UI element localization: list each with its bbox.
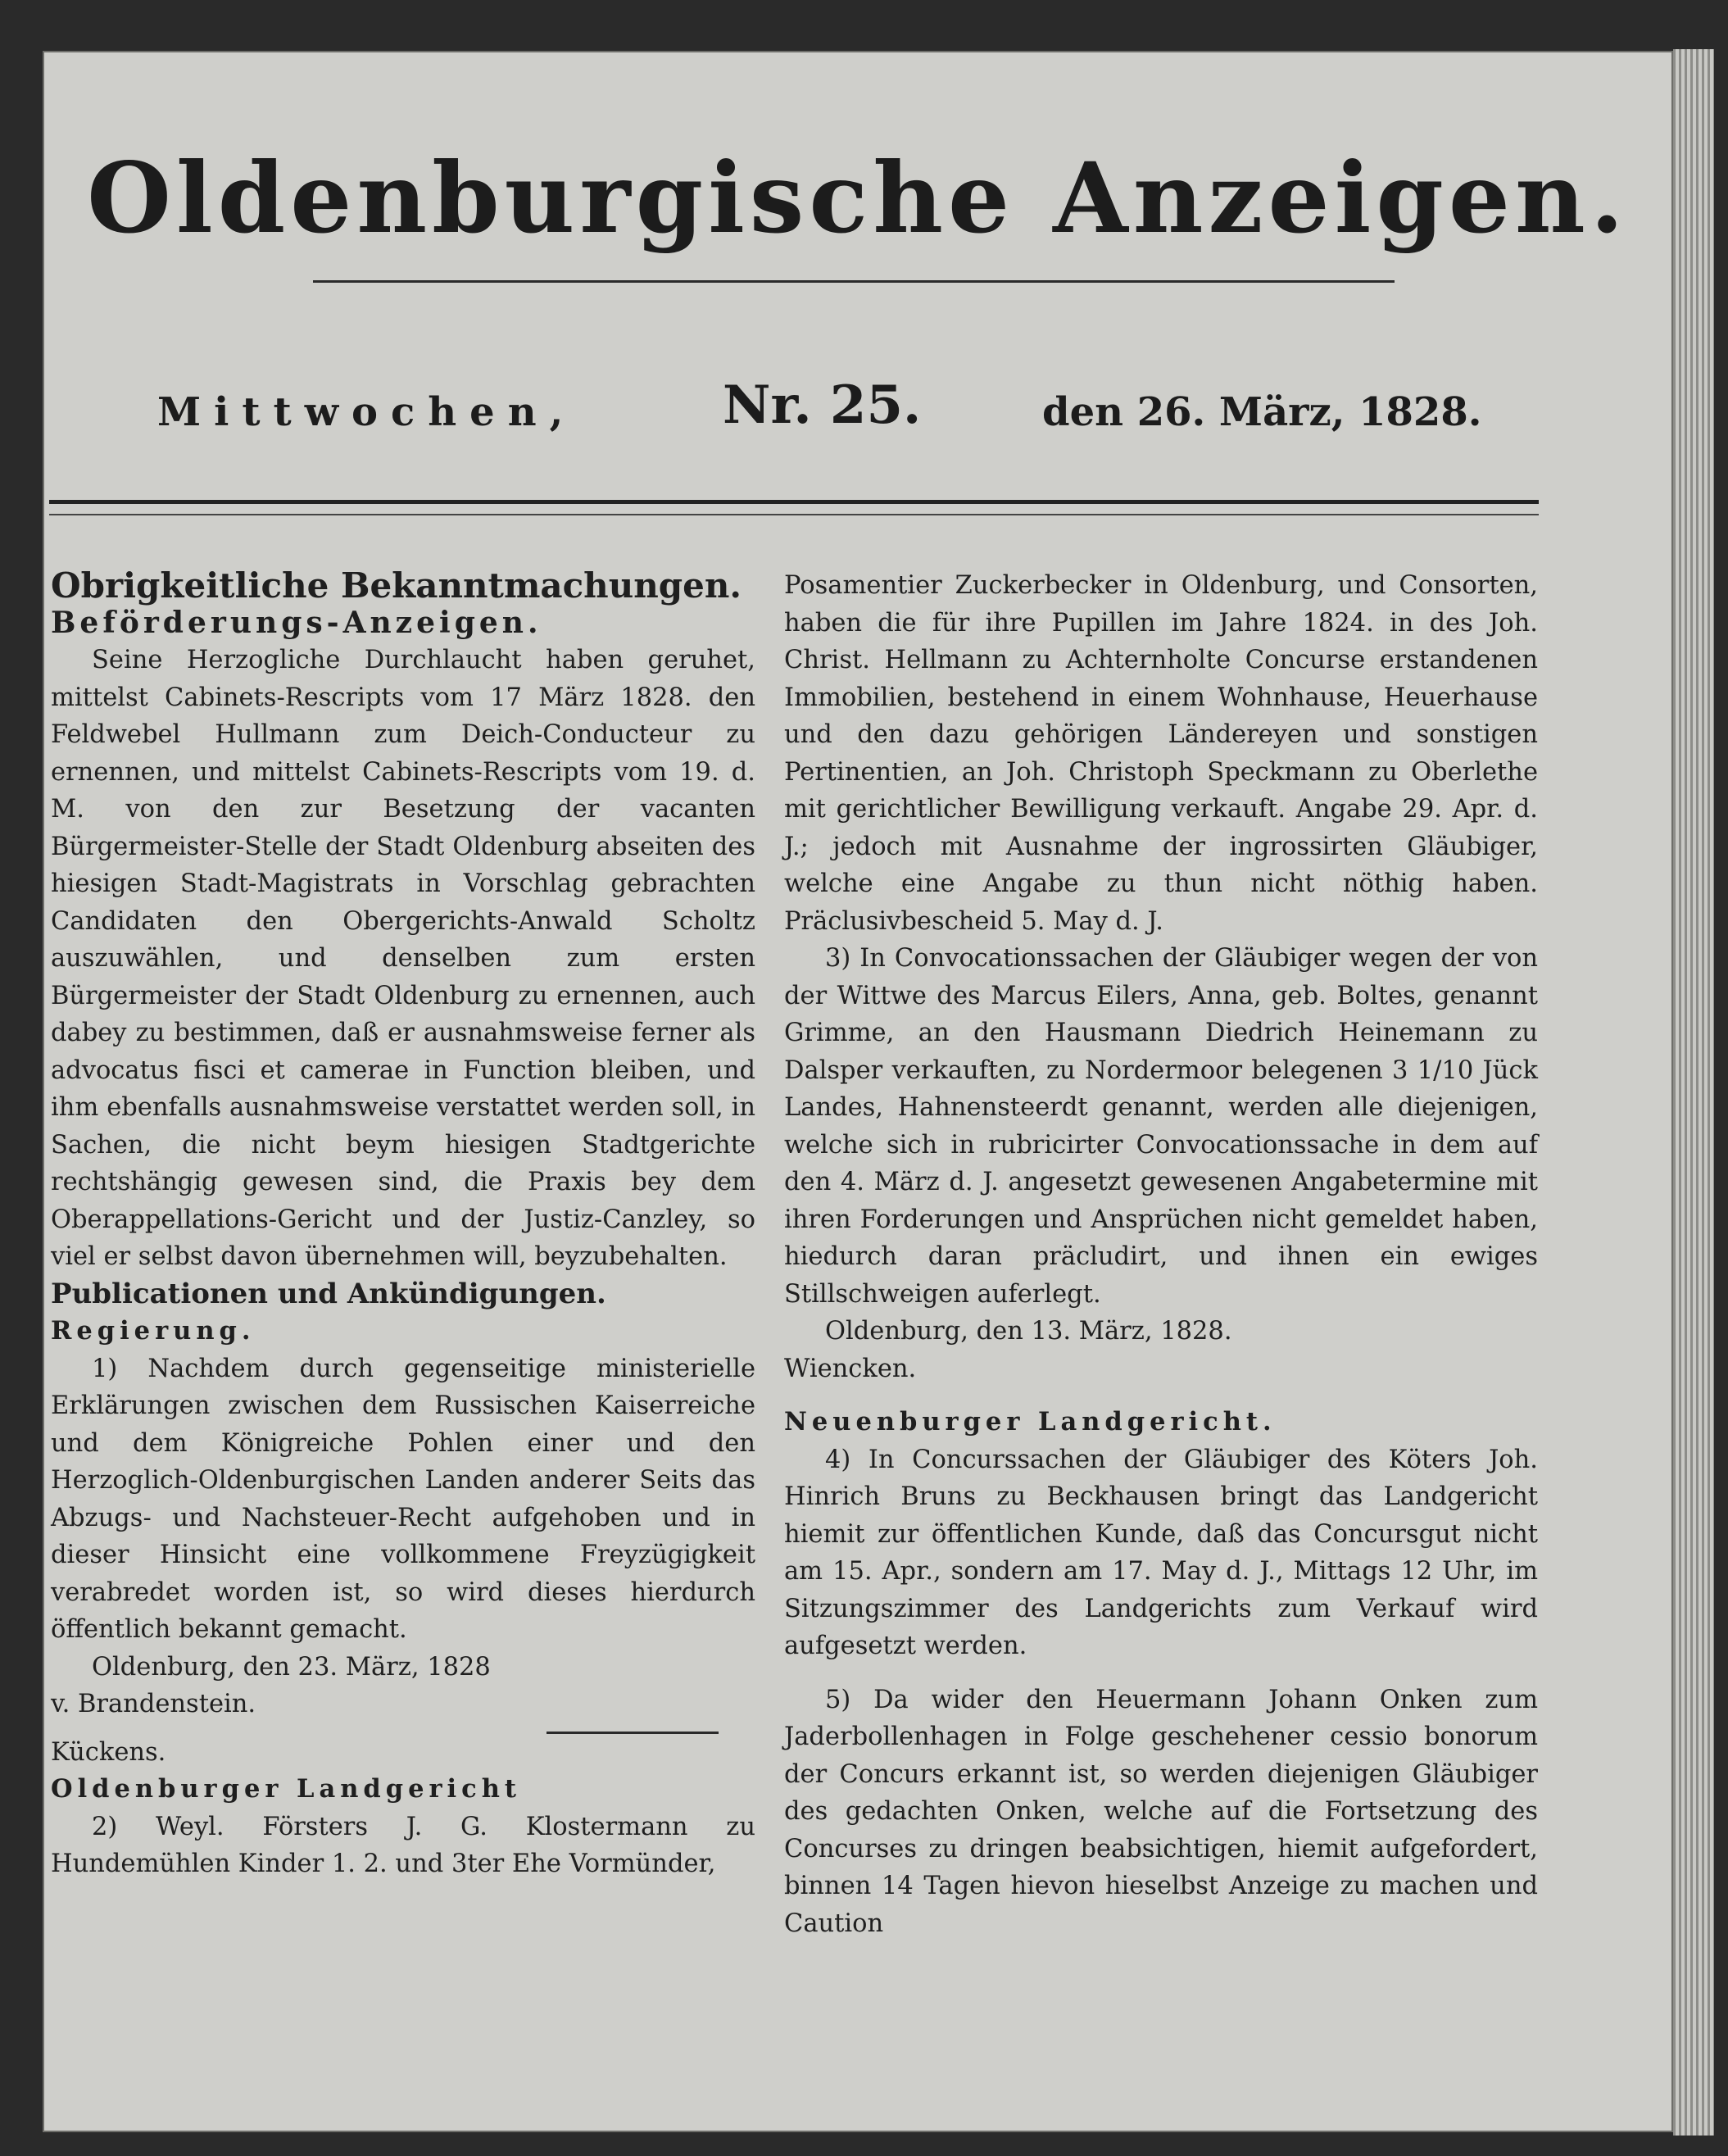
signature-wiencken: Wiencken.: [784, 1354, 917, 1383]
left-column: [51, 567, 755, 1883]
place-date-2: Oldenburg, den 13. März, 1828.: [825, 1317, 1232, 1346]
issue-number: Nr. 25.: [723, 374, 922, 436]
masthead-rule: [313, 280, 1395, 283]
spacer: [784, 1665, 1538, 1682]
notice-eilers-convocation: 3) In Convocationssachen der Gläubiger wegen der von der Wittwe des Marcus Eilers, Anna, geb. Boltes, genannt Grimme, an den Hausmann Diedrich Heinemann zu Dalsper verkauften, zu Nordermoor belegenen 3 1/10 Jück Landes, Hahnensteerdt genannt, werden alle diejenigen, welche sich in rubricirter Convocationssache in dem auf den 4. März d. J. angesetzt gewesenen Angabetermine mit ihren Forderungen und Ansprüchen nicht gemeldet haben, hiedurch daran präcludirt, und ihnen ein ewiges Stillschweigen auferlegt.: [784, 944, 1538, 1309]
notice-regierung-1: 1) Nachdem durch gegenseitige ministerielle Erklärungen zwischen dem Russischen Kaiserreiche und dem Königreiche Pohlen einer und den Herzoglich-Oldenburgischen Landen anderer Seits das Abzugs- und Nachsteuer-Recht aufgehoben und in dieser Hinsicht eine vollkommene Freyzügigkeit verabredet worden ist, so wird dieses hierdurch öffentlich bekannt gemacht.: [51, 1354, 755, 1644]
section-heading-publications: Publicationen und Ankündigungen.: [51, 1277, 606, 1310]
subheading-promotions: Beförderungs-Anzeigen.: [51, 605, 542, 640]
notice-promotion: Seine Herzogliche Durchlaucht haben geruhet, mittelst Cabinets-Rescripts vom 17 März 1828. den Feldwebel Hullmann zum Deich-Conducteur zu ernennen, und mittelst Cabinets-Rescripts vom 19. d. M. von den zur Besetzung der vacanten Bürgermeister-Stelle der Stadt Oldenburg abseiten des hiesigen Stadt-Magistrats in Vorschlag gebrachten Candidaten den Obergerichts-Anwald Scholtz auszuwählen, und denselben zum ersten Bürgermeister der Stadt Oldenburg zu ernennen, auch dabey zu bestimmen, daß er ausnahmsweise ferner als advocatus fisci et camerae in Function bleiben, und ihm ebenfalls ausnahmsweise verstattet werden soll, in Sachen, die nicht beym hiesigen Stadtgerichte rechtshängig gewesen sind, die Praxis bey dem Oberappellations-Gericht und der Justiz-Canzley, so viel er selbst davon übernehmen will, beyzubehalten.: [51, 646, 755, 1271]
signature-kueckens: Kückens.: [51, 1737, 166, 1767]
signature-brandenstein: v. Brandenstein.: [51, 1690, 256, 1718]
notice-onken-concurs: 5) Da wider den Heuermann Johann Onken zum Jaderbollenhagen in Folge geschehener cessio bonorum der Concurs erkannt ist, so werden diejenigen Gläubiger des gedachten Onken, welche auf die Fortsetzung des Concurses zu dringen beabsichtigen, hiemit aufgefordert, binnen 14 Tagen hievon hieselbst Anzeige zu machen und Caution: [784, 1685, 1538, 1938]
masthead-title: Oldenburgische Anzeigen.: [87, 141, 1629, 255]
issue-line: [157, 374, 1550, 440]
page-edge: [1673, 49, 1714, 2136]
authority-oldenburger-landgericht: Oldenburger Landgericht: [51, 1774, 521, 1804]
authority-regierung: Regierung.: [51, 1316, 256, 1346]
notice-klostermann-cont: Posamentier Zuckerbecker in Oldenburg, und Consorten, haben die für ihre Pupillen im Jahre 1824. in des Joh. Christ. Hellmann zu Achternholte Concurse erstandenen Immobilien, bestehend in einem Wohnhause, Heuerhause und den dazu gehörigen Ländereyen und sonstigen Pertinentien, an Joh. Christoph Speckmann zu Oberlethe mit gerichtlicher Bewilligung verkauft. Angabe 29. Apr. d. J.; jedoch mit Ausnahme der ingrossirten Gläubiger, welche eine Angabe zu thun nicht nöthig haben. Präclusivbescheid 5. May d. J.: [784, 571, 1538, 936]
notice-bruns-concurs: 4) In Concurssachen der Gläubiger des Köters Joh. Hinrich Bruns zu Beckhausen bringt das Landgericht hiemit zur öffentlichen Kunde, daß das Concursgut nicht am 15. Apr., sondern am 17. May d. J., Mittags 12 Uhr, im Sitzungszimmer des Landgerichts zum Verkauf wird aufgesetzt werden.: [784, 1445, 1538, 1660]
place-date-1: Oldenburg, den 23. März, 1828: [92, 1652, 491, 1682]
spacer: [784, 1387, 1538, 1404]
newspaper-page: [43, 51, 1673, 2132]
authority-neuenburger-landgericht: Neuenburger Landgericht.: [784, 1407, 1277, 1437]
header-double-rule: [49, 500, 1539, 515]
right-column: [784, 567, 1538, 1942]
issue-weekday: Mittwochen,: [157, 389, 577, 435]
section-heading-official: Obrigkeitliche Bekanntmachungen.: [51, 565, 742, 606]
notice-klostermann-start: 2) Weyl. Försters J. G. Klostermann zu Hundemühlen Kinder 1. 2. und 3ter Ehe Vormünder,: [51, 1812, 755, 1878]
issue-date: den 26. März, 1828.: [1042, 389, 1482, 435]
